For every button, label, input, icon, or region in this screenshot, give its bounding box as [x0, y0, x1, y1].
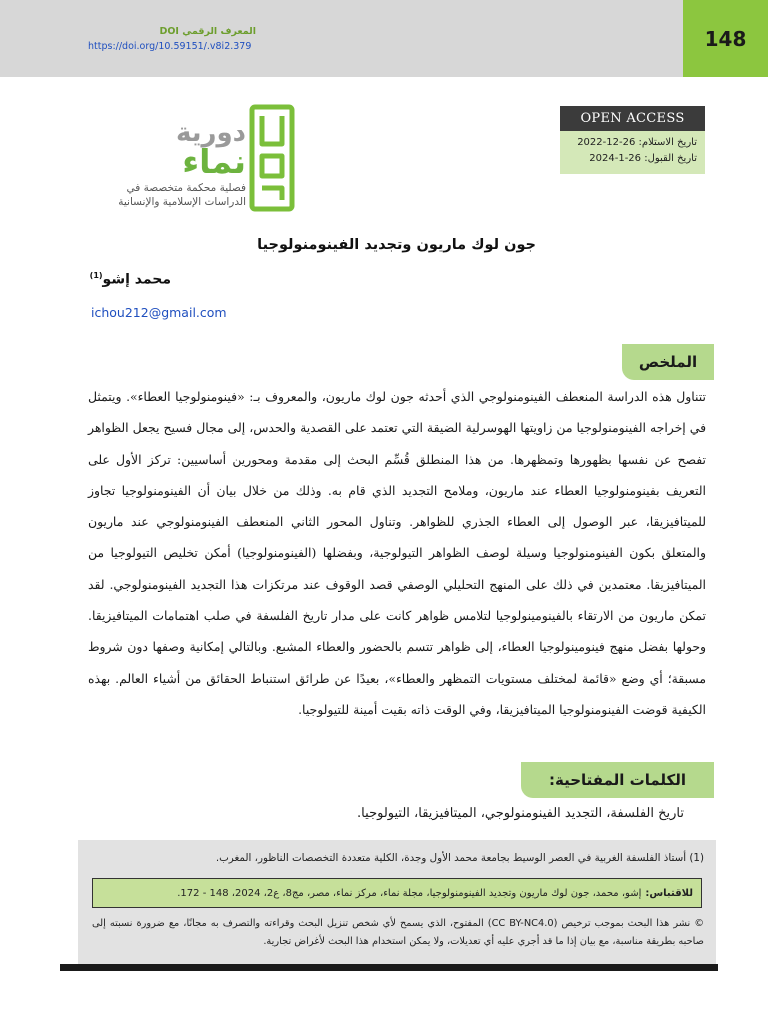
- author-affiliation: (1) أستاذ الفلسفة الغربية في العصر الوسيط بجامعة محمد الأول وجدة، الكلية متعددة التخصصات الناظور، المغرب.: [215, 852, 704, 864]
- open-access-box: [560, 106, 705, 174]
- license-text: © نشر هذا البحث بموجب ترخيص (CC BY-NC4.0) المفتوح، الذي يسمح لأي شخص تنزيل البحث وقراءته والتصرف به مجانًا، مع ضرورة نسبته إلى صاحبه بطريقة مناسبة، مع بيان إذا ما قد أجري عليه أي تعديلات، ولا يمكن استخدام هذا البحث لأغراض تجارية.: [92, 918, 705, 947]
- accepted-date: تاريخ القبول: 26-1-2024: [589, 153, 697, 164]
- footnote-box: [78, 840, 716, 964]
- author-name-text: محمد إشو: [102, 271, 171, 288]
- journal-logo: [86, 104, 298, 212]
- citation-text: إشو، محمد، جون لوك ماريون وتجديد الفينومنولوجيا، مجلة نماء، مركز نماء، مصر، مج8، ع2، 2024، 148 - 172.: [177, 887, 642, 899]
- bottom-rule: [60, 964, 718, 971]
- article-title: جون لوك ماريون وتجديد الفينومنولوجيا: [257, 237, 536, 253]
- author-email[interactable]: ichou212@gmail.com: [91, 305, 227, 320]
- page-number-box: [683, 0, 768, 77]
- doi-label: المعرف الرقمي DOI: [159, 26, 256, 37]
- open-access-label: OPEN ACCESS: [560, 106, 705, 131]
- received-date: تاريخ الاستلام: 26-12-2022: [577, 137, 697, 148]
- author-footnote-marker: (1): [89, 271, 103, 280]
- keywords-text: تاريخ الفلسفة، التجديد الفينومنولوجي، الميتافيزيقا، التيولوجيا.: [357, 806, 684, 821]
- logo-word-main: نماء: [182, 142, 246, 181]
- page-number: 148: [704, 26, 747, 51]
- doi-block: [88, 25, 256, 55]
- logo-word-top: دورية: [175, 118, 246, 148]
- citation-box: [92, 878, 702, 908]
- citation-label: للاقتباس:: [645, 887, 693, 899]
- abstract-text: تتناول هذه الدراسة المنعطف الفينومنولوجي الذي أحدثه جون لوك ماريون، والمعروف بـ: «فينومنولوجيا العطاء». ويتمثل في إخراجه الفينومنولوجيا من زاويتها الهوسرلية الضيقة التي تعتمد على القصدية والحدس، إلى مجال فسيح يجعل الظواهر تفصح عن نفسها بظهورها وتمظهرها. من هذا المنطلق قُسِّم البحث إلى مقدمة ومحورين أساسيين: تركز الأول على التعريف بفينومنولوجيا العطاء عند ماريون، وملامح التجديد الذي قام به. وذلك من خلال بيان أن الفينومنولوجيا تجاوز للميتافيزيقا، عبر الوصول إلى العطاء الجذري للظواهر. وتناول المحور الثاني المنعطف الفينومنولوجي عند ماريون والمتعلق بكون الفينومنولوجيا وسيلة لوصف الظواهر التيولوجية، وبفضلها (الفينومنولوجيا) أمكن تخليص التيولوجيا من الميتافيزيقا. معتمدين في ذلك على المنهج التحليلي الوصفي قصد الوقوف عند مرتكزات هذا التجديد الفينومنولوجي. لقد تمكن ماريون من الارتقاء بالفينومينولوجيا لتلامس ظواهر كانت على مدار تاريخ الفلسفة في صلب اهتمامات الميتافيزيقا. وحولها بفضل منهج فينومينولوجيا العطاء، إلى ظواهر تتسم بالحضور والعطاء المشبع. وبالتالي إمكانية وصفها دون شروط مسبقة؛ أي وضع «قائمة لمختلف مستويات التمظهر والعطاء»، بعيدًا عن طرائق استنباط الحقائق من أشياء العالم. بهذه الكيفية قوضت الفينومنولوجيا الميتافيزيقا، وفي الوقت ذاته بقيت أمينة للتيولوجيا.: [88, 389, 706, 717]
- abstract-heading: الملخص: [622, 344, 714, 380]
- keywords-heading: الكلمات المفتاحية:: [521, 762, 714, 798]
- author-name: [90, 271, 171, 288]
- doi-link[interactable]: https://doi.org/10.59151/.v8i2.379: [88, 41, 252, 52]
- logo-subtitle-1: فصلية محكمة متخصصة في: [126, 182, 246, 194]
- logo-subtitle-2: الدراسات الإسلامية والإنسانية: [118, 196, 246, 208]
- open-access-dates: [560, 131, 705, 174]
